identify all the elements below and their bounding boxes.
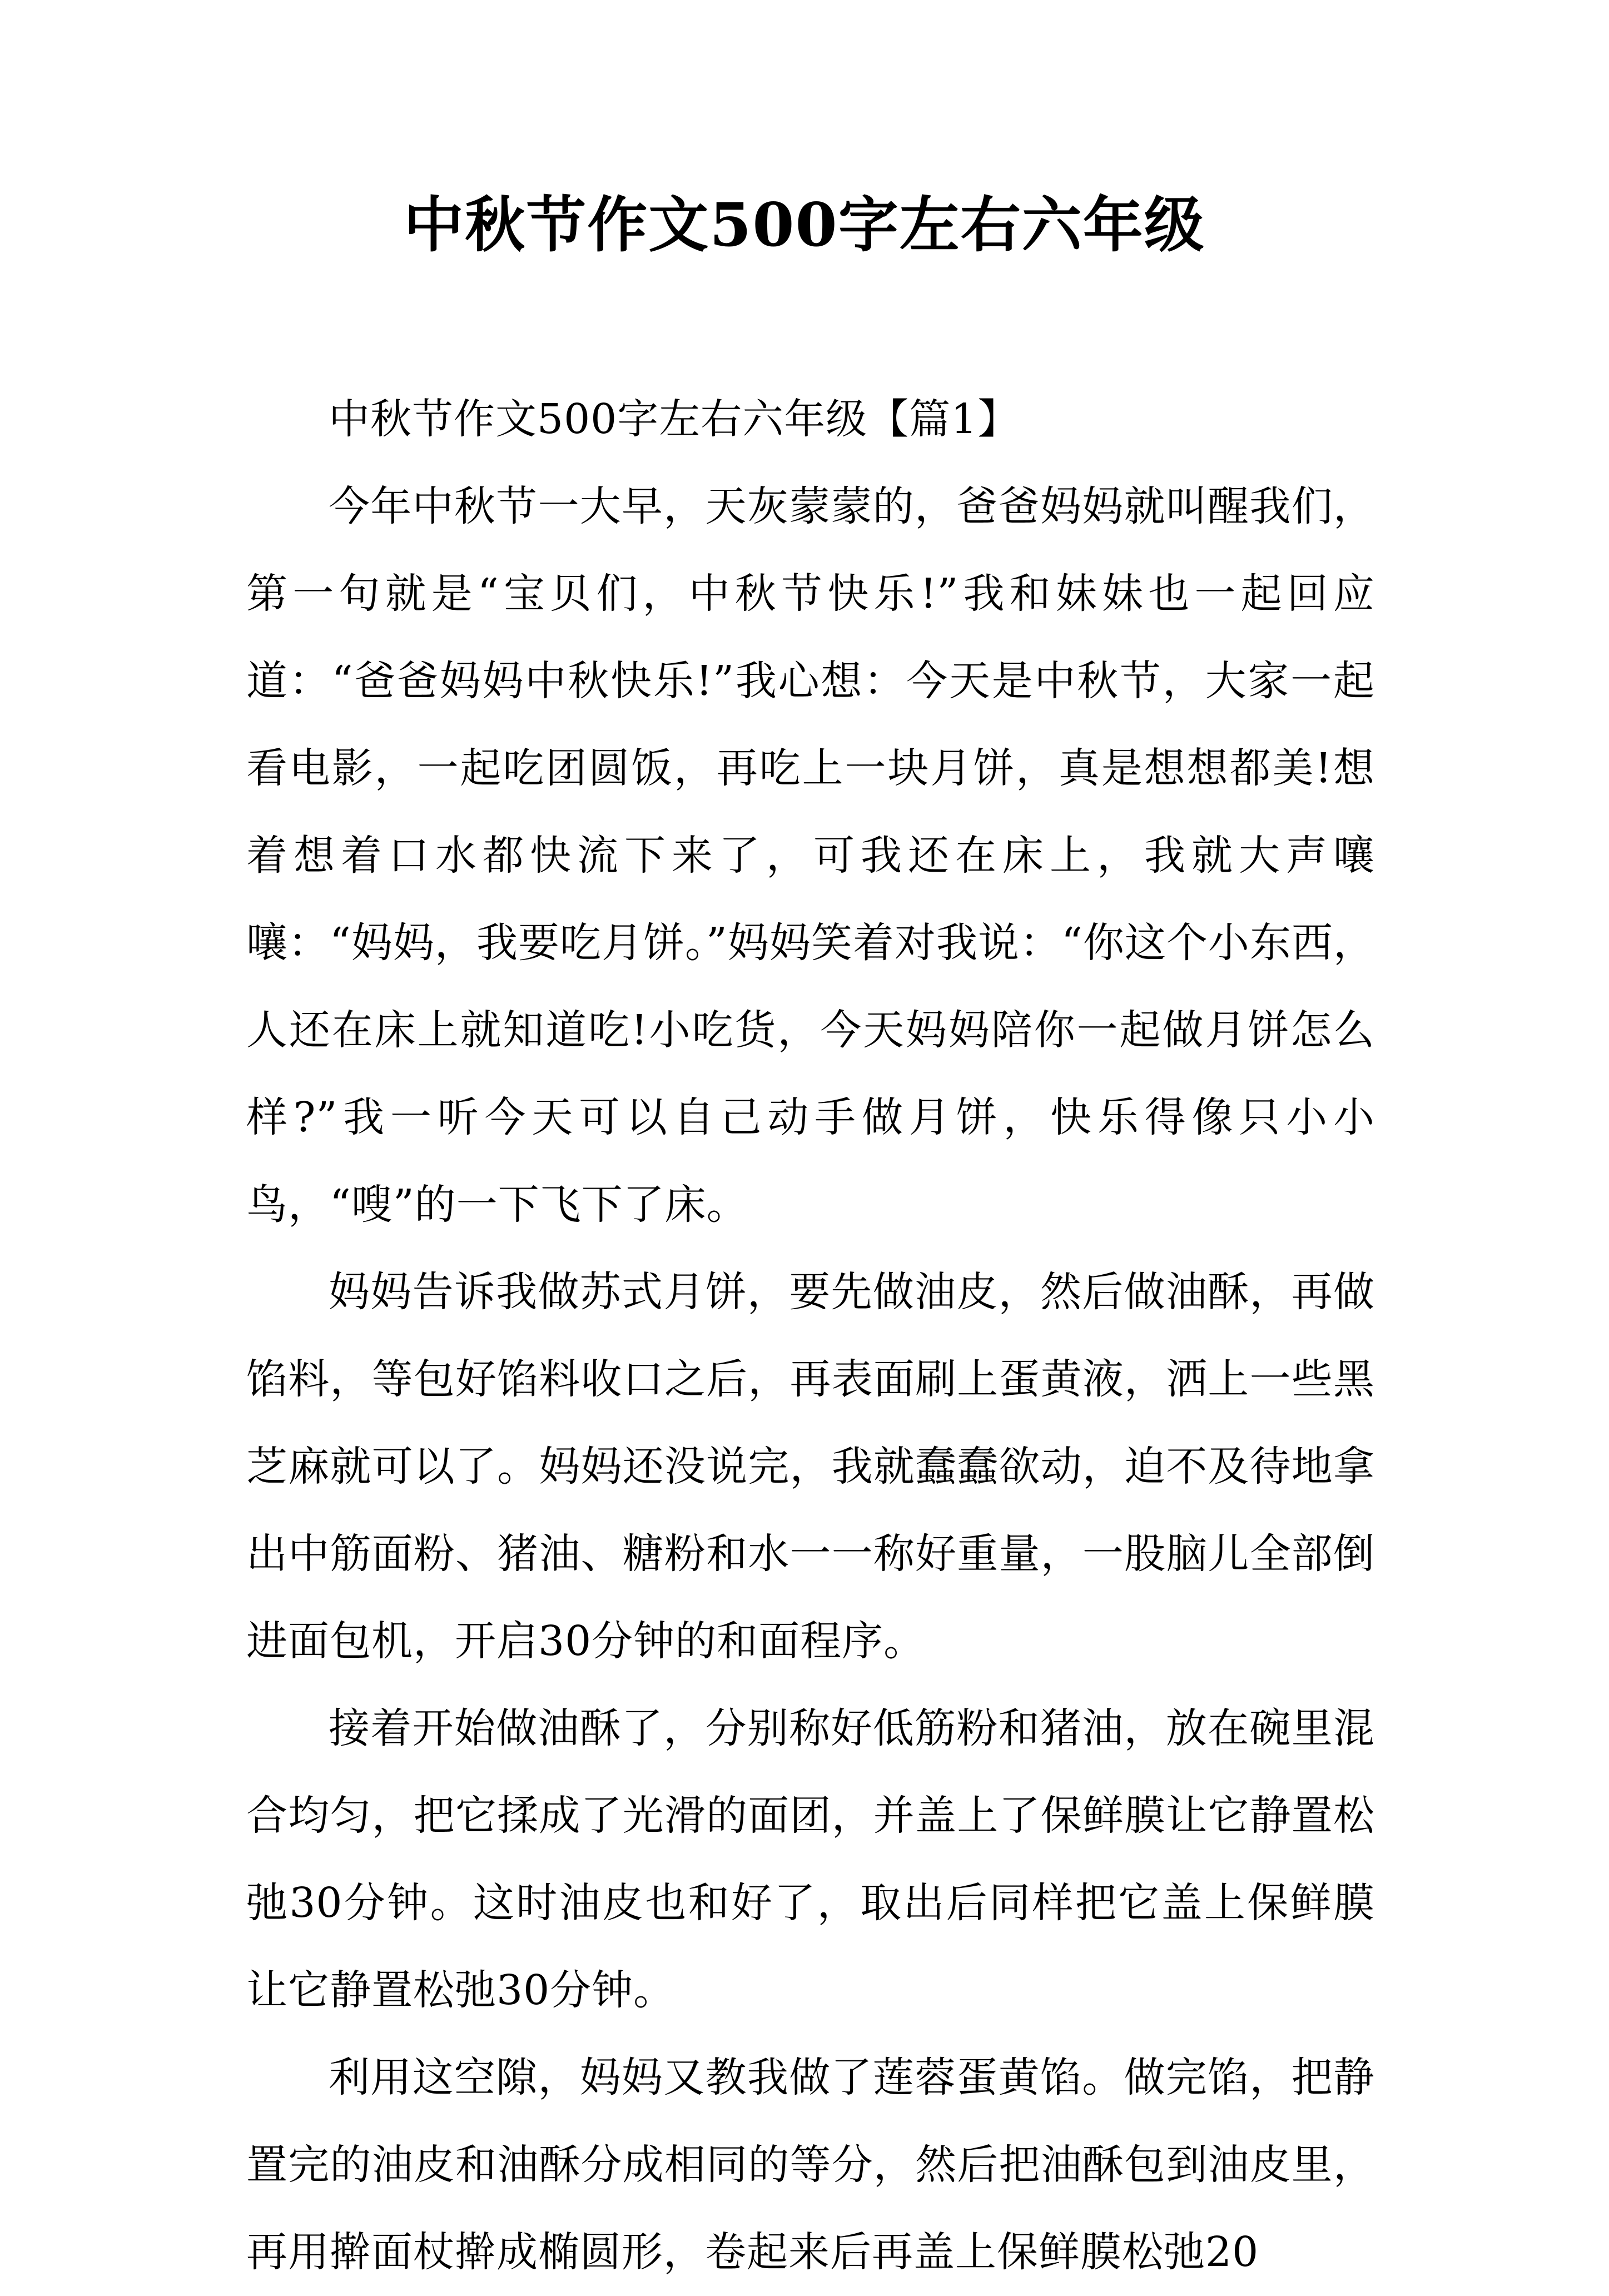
paragraph: 今年中秋节一大早，天灰蒙蒙的，爸爸妈妈就叫醒我们，第一句就是“宝贝们，中秋节快乐!”我和妹妹也一起回应道：“爸爸妈妈中秋快乐!”我心想：今天是中秋节，大家一起看电影，一起吃团圆饭，再吃上一块月饼，真是想想都美!想着想着口水都快流下来了，可我还在床上，我就大声嚷嚷：“妈妈，我要吃月饼。”妈妈笑着对我说：“你这个小东西，人还在床上就知道吃!小吃货，今天妈妈陪你一起做月饼怎么样?”我一听今天可以自己动手做月饼，快乐得像只小小鸟，“嗖”的一下飞下了床。	[246, 483, 1375, 1229]
paragraph: 妈妈告诉我做苏式月饼，要先做油皮，然后做油酥，再做馅料，等包好馅料收口之后，再表面刷上蛋黄液，洒上一些黑芝麻就可以了。妈妈还没说完，我就蠢蠢欲动，迫不及待地拿出中筋面粉、猪油、糖粉和水一一称好重量，一股脑儿全部倒进面包机，开启30分钟的和面程序。	[246, 1268, 1375, 1665]
document-title: 中秋节作文500字左右六年级	[404, 190, 1205, 260]
section-heading: 中秋节作文500字左右六年级【篇1】	[329, 395, 1020, 443]
document-body	[246, 376, 1375, 2296]
paragraph: 接着开始做油酥了，分别称好低筋粉和猪油，放在碗里混合均匀，把它揉成了光滑的面团，并盖上了保鲜膜让它静置松弛30分钟。这时油皮也和好了，取出后同样把它盖上保鲜膜让它静置松弛30分钟。	[246, 1704, 1375, 2014]
paragraph: 利用这空隙，妈妈又教我做了莲蓉蛋黄馅。做完馅，把静置完的油皮和油酥分成相同的等分，然后把油酥包到油皮里，再用擀面杖擀成椭圆形，卷起来后再盖上保鲜膜松弛20	[246, 2054, 1375, 2276]
